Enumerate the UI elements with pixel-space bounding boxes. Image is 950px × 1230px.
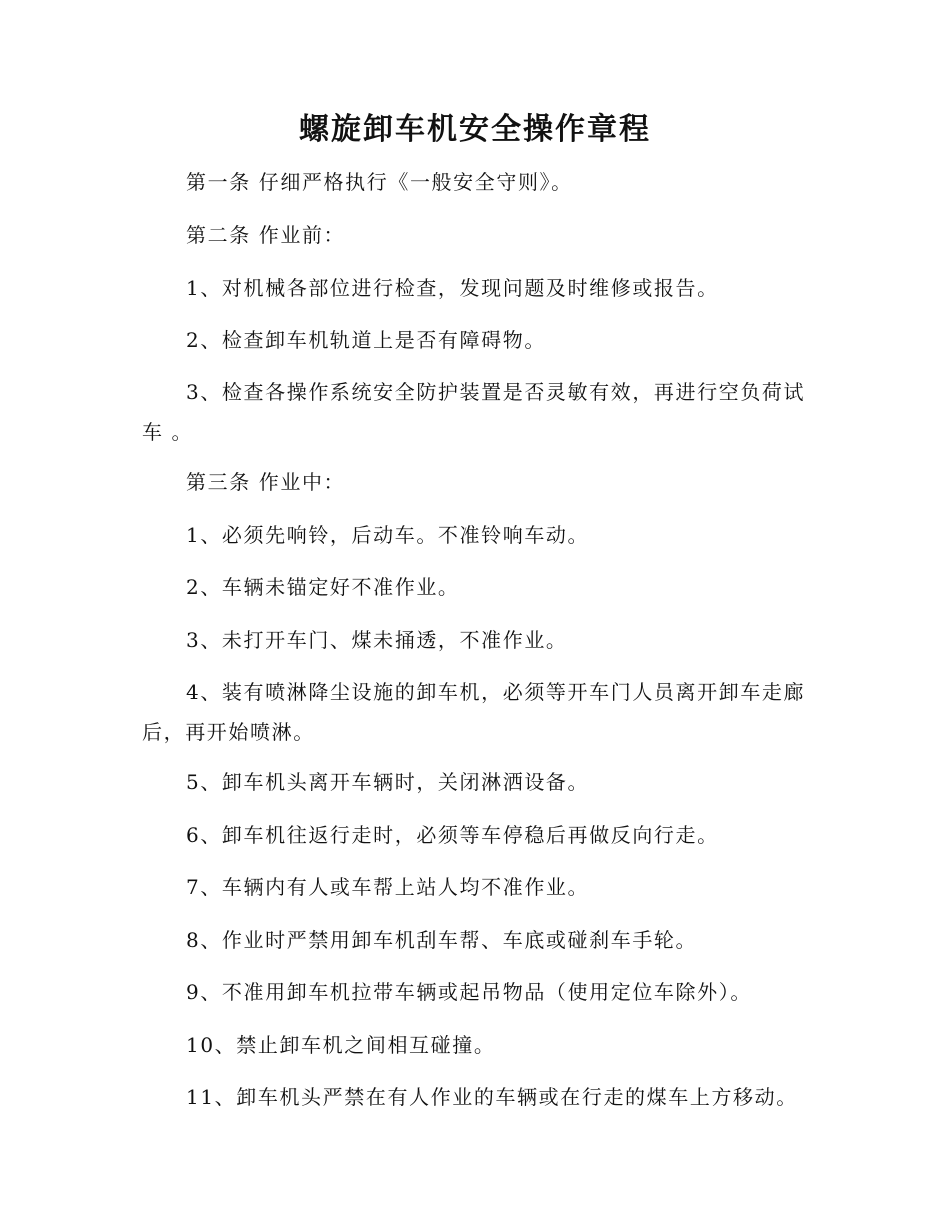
paragraph-op-item-9: 9、不准用卸车机拉带车辆或起吊物品（使用定位车除外）。 — [186, 980, 752, 1004]
paragraph-pre-item-1: 1、对机械各部位进行检查，发现问题及时维修或报告。 — [186, 276, 719, 300]
paragraph-op-item-10: 10、禁止卸车机之间相互碰撞。 — [186, 1033, 496, 1057]
paragraph-article-2-heading: 第二条 作业前： — [186, 223, 346, 247]
paragraph-article-3-heading: 第三条 作业中： — [186, 470, 346, 494]
paragraph-pre-item-3: 3、检查各操作系统安全防护装置是否灵敏有效，再进行空负荷试车 。 — [142, 380, 806, 444]
paragraph-op-item-11: 11、卸车机头严禁在有人作业的车辆或在行走的煤车上方移动。 — [186, 1085, 798, 1109]
paragraph-op-item-6: 6、卸车机往返行走时，必须等车停稳后再做反向行走。 — [186, 823, 719, 847]
paragraph-pre-item-2: 2、检查卸车机轨道上是否有障碍物。 — [186, 328, 546, 352]
paragraph-op-item-5: 5、卸车机头离开车辆时，关闭淋洒设备。 — [186, 770, 590, 794]
document-title: 螺旋卸车机安全操作章程 — [299, 112, 651, 147]
paragraph-op-item-8: 8、作业时严禁用卸车机刮车帮、车底或碰刹车手轮。 — [186, 928, 698, 952]
paragraph-article-1: 第一条 仔细严格执行《一般安全守则》。 — [186, 170, 573, 194]
paragraph-op-item-4: 4、装有喷淋降尘设施的卸车机，必须等开车门人员离开卸车走廊后，再开始喷淋。 — [142, 680, 806, 744]
paragraph-op-item-2: 2、车辆未锚定好不准作业。 — [186, 575, 460, 599]
paragraph-op-item-1: 1、必须先响铃，后动车。不准铃响车动。 — [186, 523, 590, 547]
paragraph-op-item-3: 3、未打开车门、煤未捅透，不准作业。 — [186, 628, 568, 652]
paragraph-op-item-7: 7、车辆内有人或车帮上站人均不准作业。 — [186, 875, 590, 899]
